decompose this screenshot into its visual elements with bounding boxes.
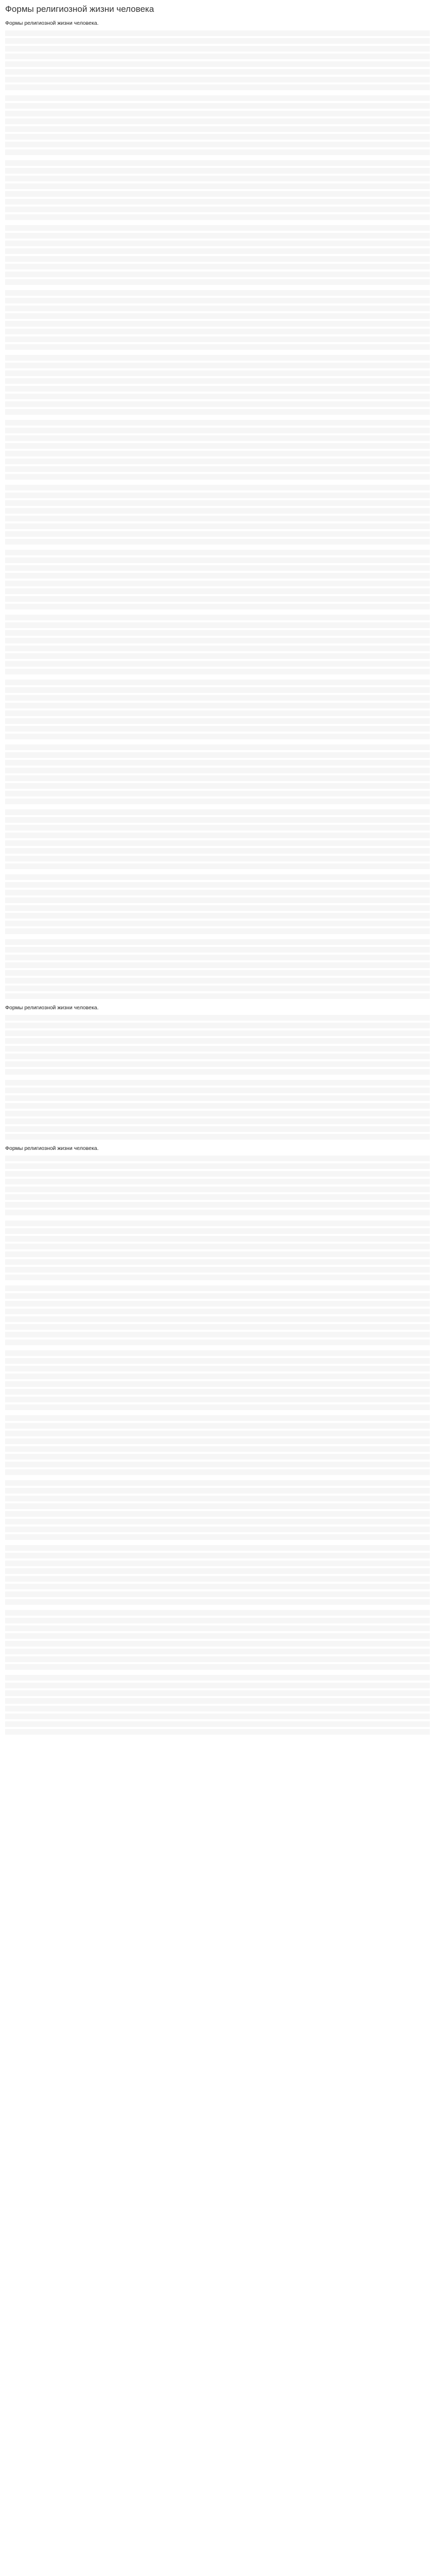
paragraph [5, 290, 430, 352]
paragraph [5, 30, 430, 92]
paragraph [5, 1480, 430, 1542]
paragraph [5, 1545, 430, 1607]
article-section [5, 20, 430, 1001]
section-heading: Формы религиозной жизни человека. [5, 20, 99, 27]
paragraph [5, 355, 430, 417]
page-title: Формы религиозной жизни человека [5, 4, 154, 14]
paragraph [5, 160, 430, 222]
article-section [5, 1145, 430, 1737]
paragraph [5, 615, 430, 676]
paragraph [5, 225, 430, 287]
paragraph [5, 420, 430, 482]
section-heading: Формы религиозной жизни человека. [5, 1005, 99, 1011]
paragraph [5, 1285, 430, 1347]
paragraph [5, 1156, 430, 1217]
section-heading: Формы религиозной жизни человека. [5, 1145, 99, 1151]
paragraph [5, 1080, 430, 1142]
paragraph [5, 550, 430, 612]
paragraph [5, 680, 430, 741]
paragraph [5, 744, 430, 806]
paragraph [5, 874, 430, 936]
paragraph [5, 95, 430, 157]
paragraph [5, 1610, 430, 1672]
paragraph [5, 485, 430, 547]
paragraph [5, 1015, 430, 1077]
paragraph [5, 1221, 430, 1282]
paragraph [5, 939, 430, 1001]
paragraph [5, 1350, 430, 1412]
article-section [5, 1004, 430, 1142]
paragraph [5, 1675, 430, 1737]
paragraph [5, 809, 430, 871]
paragraph [5, 1415, 430, 1477]
article-body [5, 20, 430, 1737]
